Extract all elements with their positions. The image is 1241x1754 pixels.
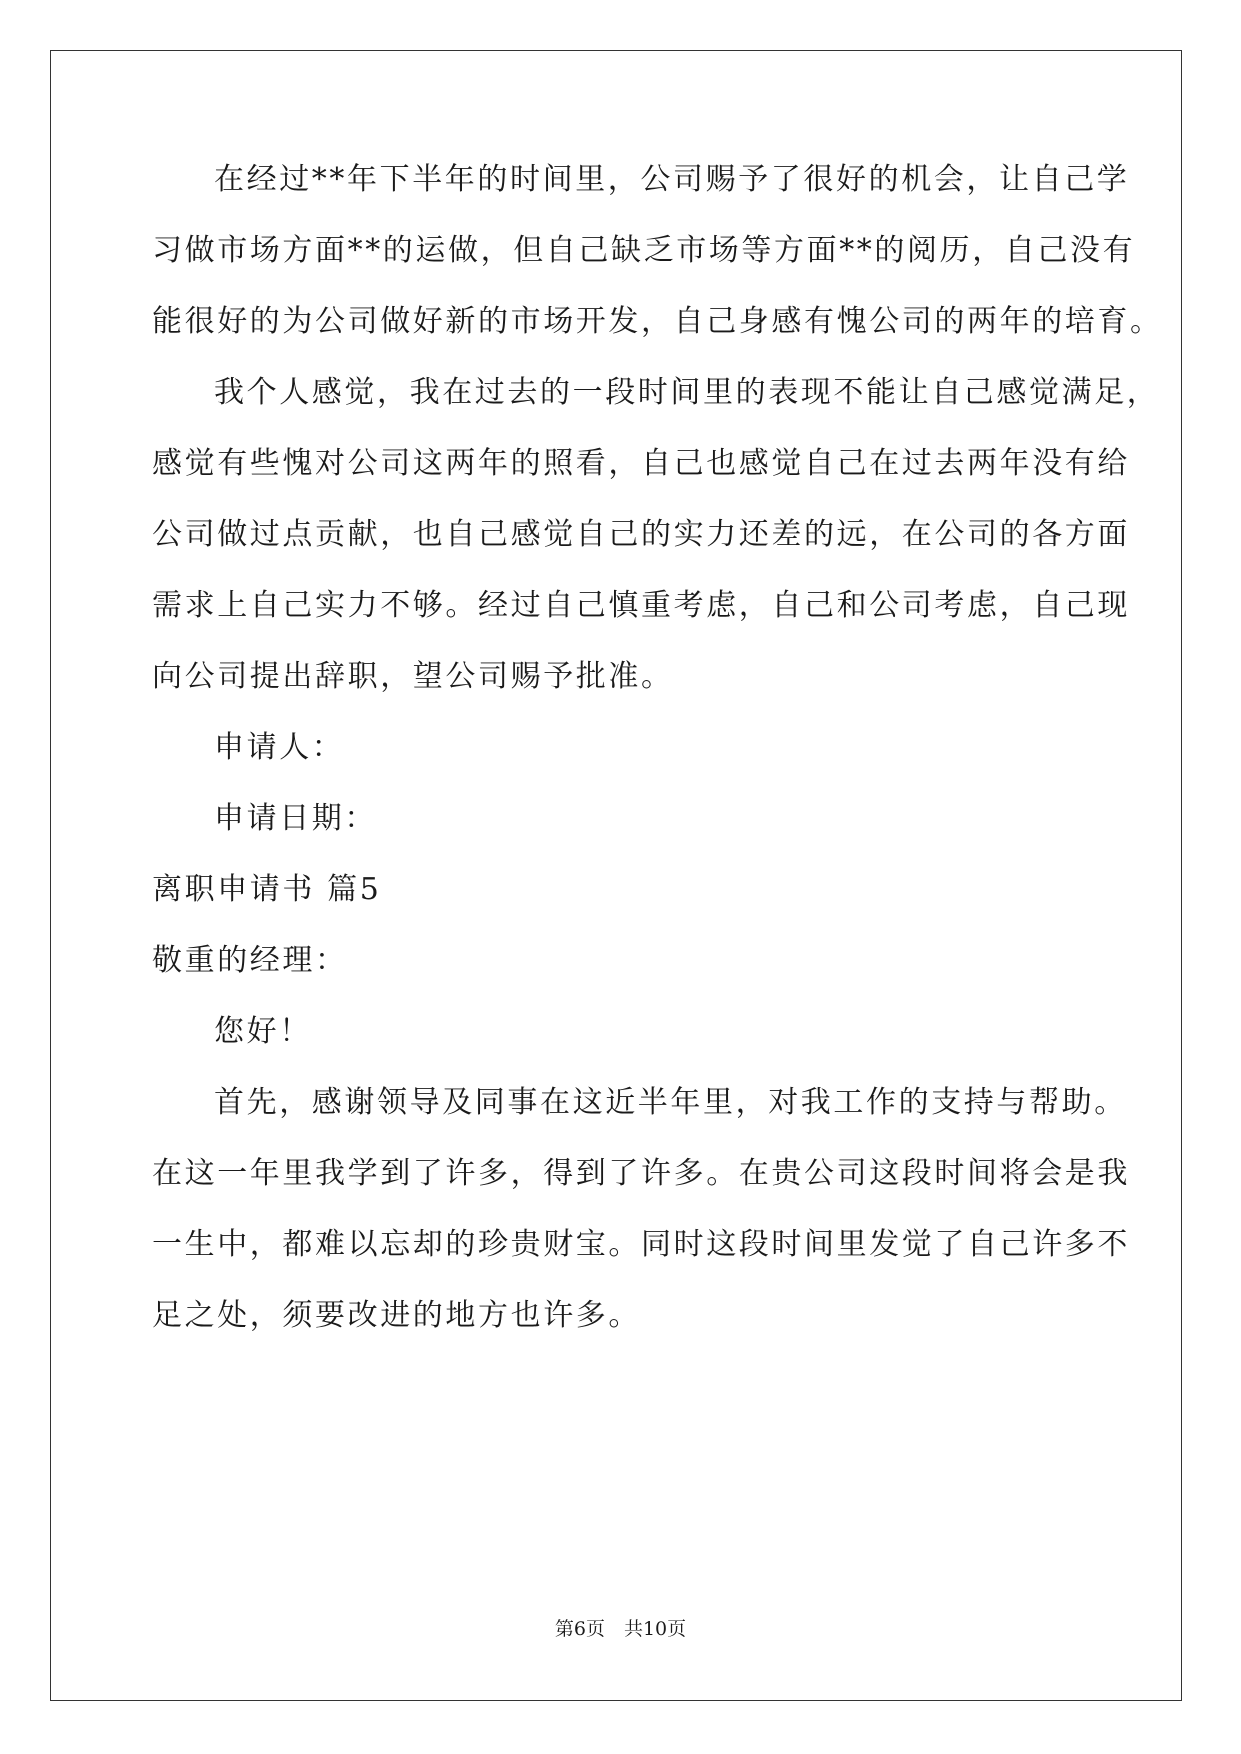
- greeting: 您好！: [214, 1014, 312, 1049]
- section-heading: 离职申请书 篇5: [152, 872, 382, 907]
- text-line: 感觉有些愧对公司这两年的照看，自己也感觉自己在过去两年没有给: [152, 446, 1130, 481]
- text-line: 足之处，须要改进的地方也许多。: [152, 1298, 641, 1333]
- application-date-label: 申请日期：: [214, 801, 377, 836]
- text-line: 公司做过点贡献，也自己感觉自己的实力还差的远，在公司的各方面: [152, 517, 1130, 552]
- text-line: 习做市场方面**的运做，但自己缺乏市场等方面**的阅历，自己没有: [152, 233, 1136, 268]
- text-line: 一生中，都难以忘却的珍贵财宝。同时这段时间里发觉了自己许多不: [152, 1227, 1130, 1262]
- text-line: 首先，感谢领导及同事在这近半年里，对我工作的支持与帮助。: [214, 1085, 1127, 1120]
- text-line: 在经过**年下半年的时间里，公司赐予了很好的机会，让自己学: [214, 162, 1130, 197]
- text-line: 能很好的为公司做好新的市场开发，自己身感有愧公司的两年的培育。: [152, 304, 1163, 339]
- page-number-footer: 第6页 共10页: [554, 1618, 687, 1640]
- text-line: 向公司提出辞职，望公司赐予批准。: [152, 659, 674, 694]
- text-line: 需求上自己实力不够。经过自己慎重考虑，自己和公司考虑，自己现: [152, 588, 1130, 623]
- salutation: 敬重的经理：: [152, 943, 348, 978]
- text-line: 我个人感觉，我在过去的一段时间里的表现不能让自己感觉满足，: [214, 375, 1160, 410]
- applicant-label: 申请人：: [214, 730, 345, 765]
- text-line: 在这一年里我学到了许多，得到了许多。在贵公司这段时间将会是我: [152, 1156, 1130, 1191]
